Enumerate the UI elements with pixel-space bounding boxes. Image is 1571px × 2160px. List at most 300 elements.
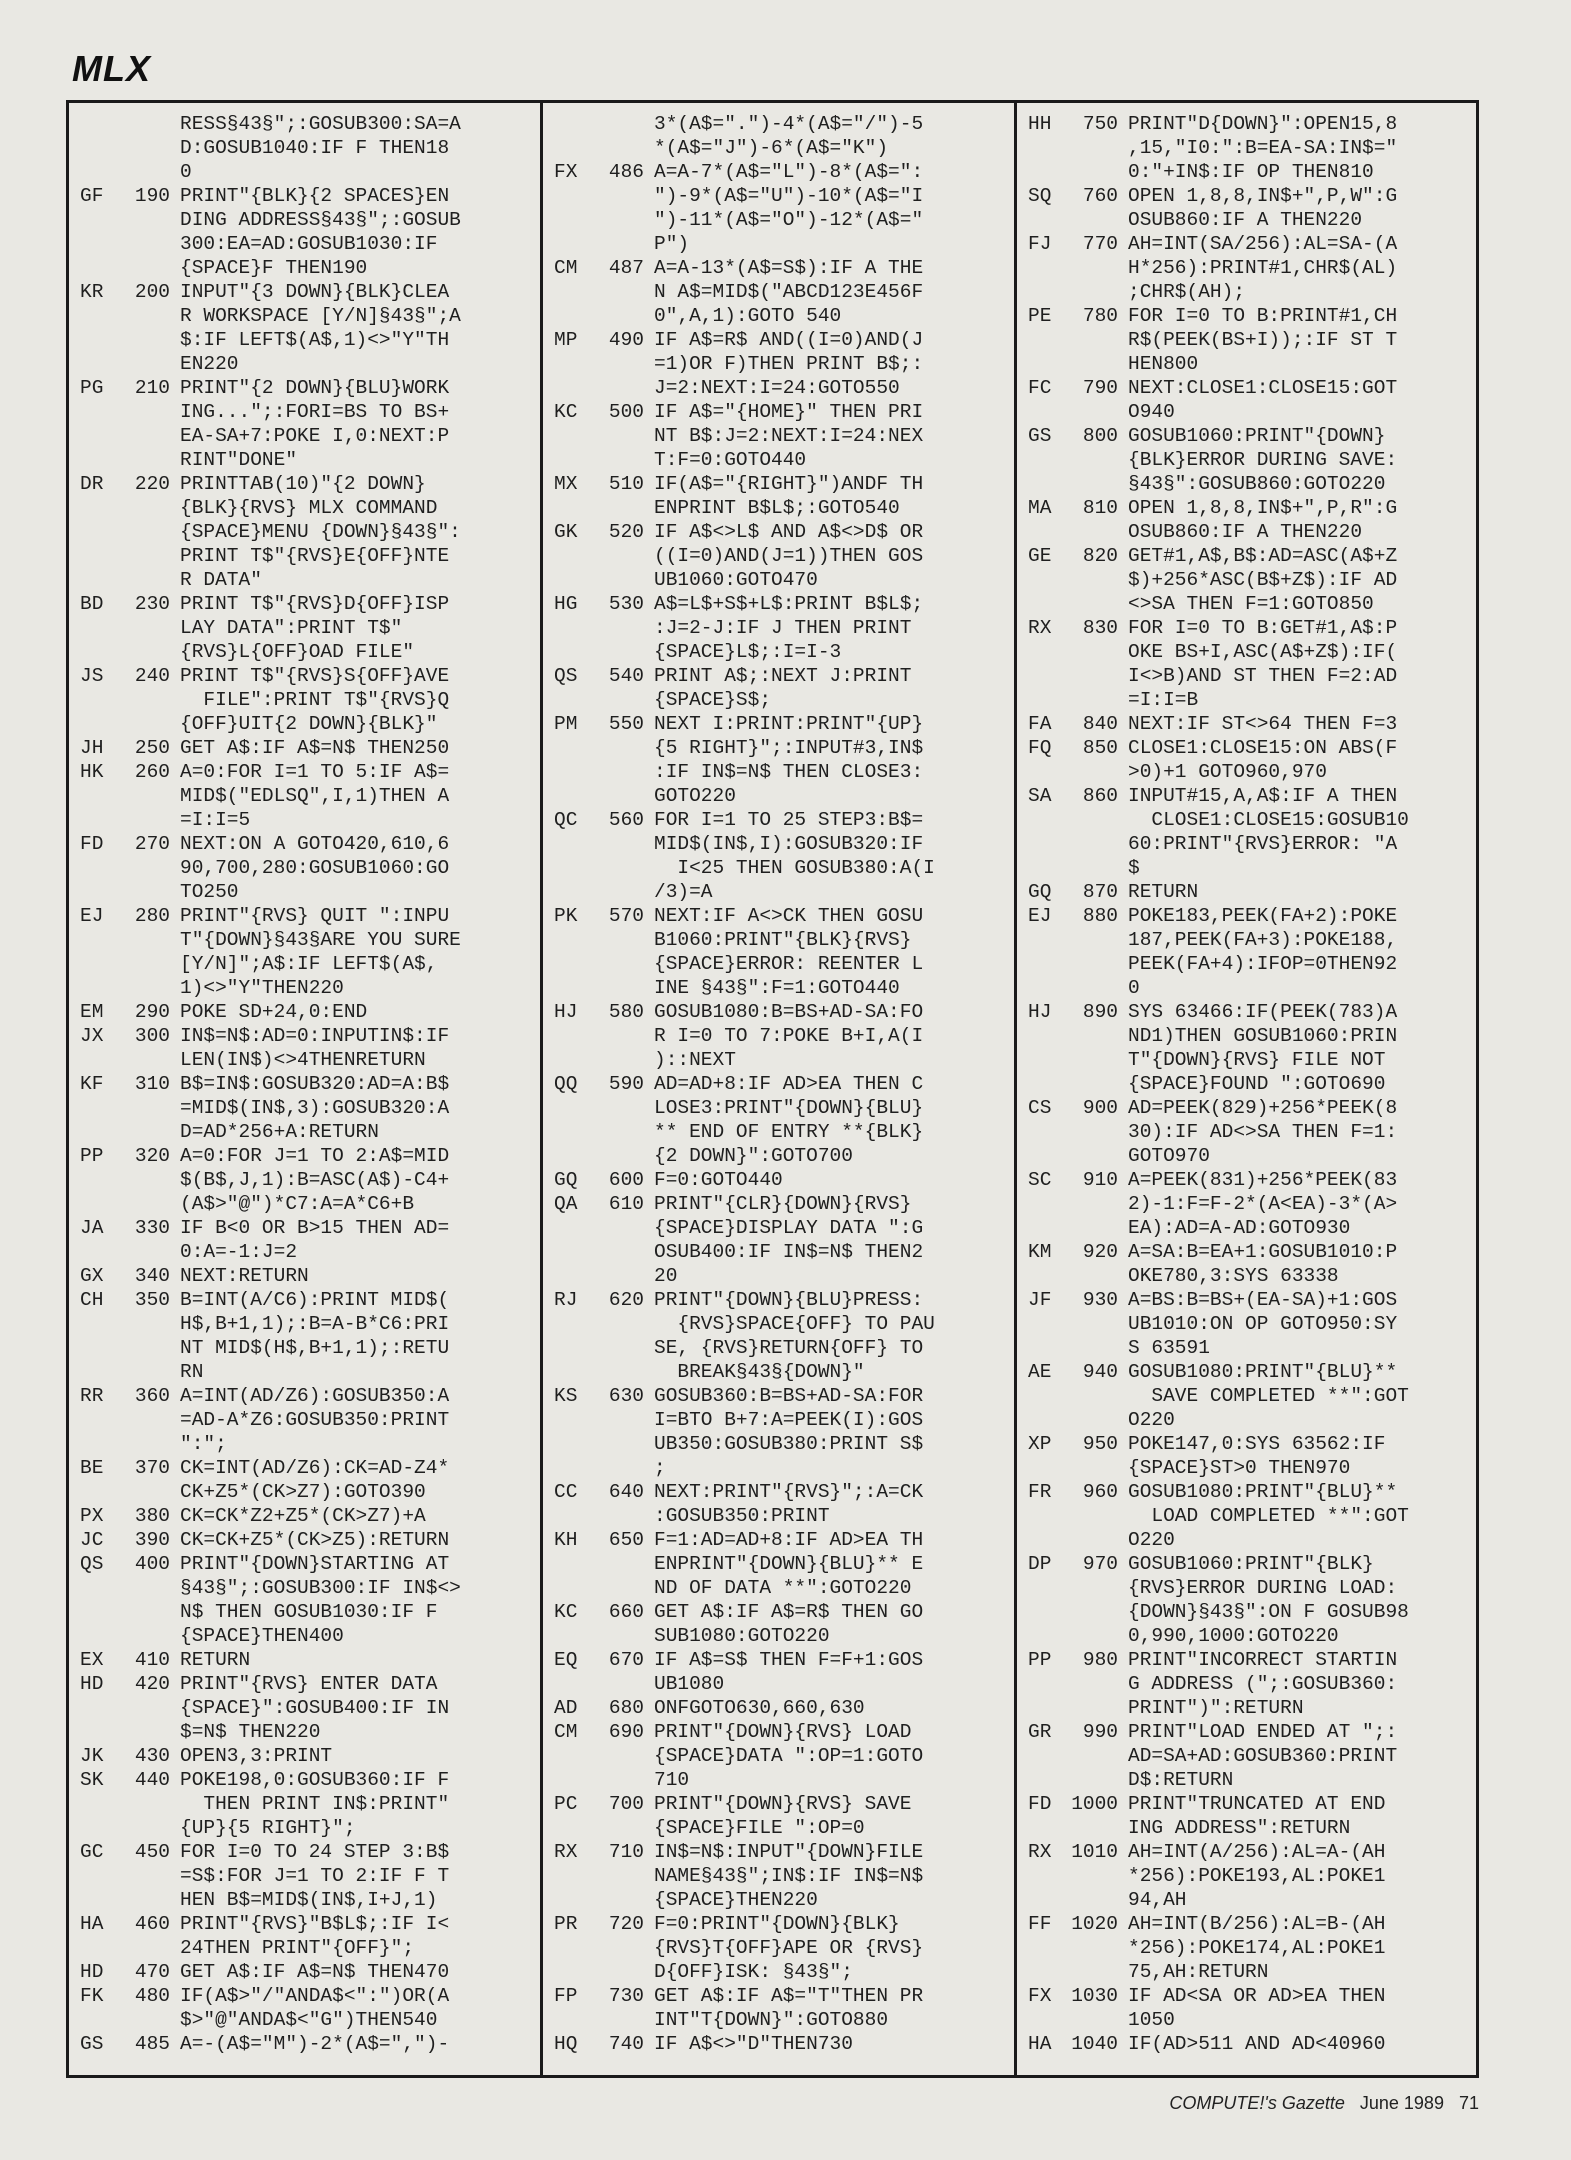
checksum-code: FD — [80, 833, 104, 855]
checksum-code: GF — [80, 185, 104, 207]
listing-line — [1028, 784, 1409, 880]
checksum-code: JK — [80, 1745, 104, 1767]
checksum-code: DP — [1028, 1553, 1052, 1575]
listing-line — [80, 184, 461, 280]
listing-line — [80, 592, 461, 664]
basic-code-text: AH=INT(A/256):AL=A-(AH *256):POKE193,AL:POKE1 94,AH — [1128, 1841, 1386, 1911]
listing-line — [554, 112, 935, 160]
line-number: 660 — [608, 1601, 644, 1623]
checksum-code: KH — [554, 1529, 578, 1551]
basic-code-text: B$=IN$:GOSUB320:AD=A:B$ =MID$(IN$,3):GOSUB320:A D=AD*256+A:RETURN — [180, 1073, 450, 1143]
line-number: 340 — [134, 1265, 170, 1287]
line-number: 940 — [1082, 1361, 1118, 1383]
listing-line — [554, 1168, 935, 1192]
checksum-code: MA — [1028, 497, 1052, 519]
listing-line — [554, 1072, 935, 1168]
line-number: 780 — [1082, 305, 1118, 327]
line-number: 710 — [608, 1841, 644, 1863]
basic-code-text: A=A-13*(A$=S$):IF A THE N A$=MID$("ABCD123E456F 0",A,1):GOTO 540 — [654, 257, 924, 327]
listing-line — [1028, 904, 1409, 1000]
listing-line — [554, 1288, 935, 1384]
listing-line — [80, 280, 461, 376]
line-number: 570 — [608, 905, 644, 927]
listing-line — [80, 1768, 461, 1840]
basic-code-text: NEXT:IF ST<>64 THEN F=3 — [1128, 713, 1398, 735]
checksum-code: HD — [80, 1961, 104, 1983]
checksum-code: RX — [1028, 617, 1052, 639]
checksum-code: CS — [1028, 1097, 1052, 1119]
listing-line — [80, 376, 461, 472]
listing-line — [1028, 1288, 1409, 1360]
checksum-code: EM — [80, 1001, 104, 1023]
basic-code-text: A$=L$+S$+L$:PRINT B$L$; :J=2-J:IF J THEN PRINT {SPACE}L$;:I=I-3 — [654, 593, 924, 663]
basic-code-text: IF(AD>511 AND AD<40960 — [1128, 2033, 1386, 2055]
checksum-code: FJ — [1028, 233, 1052, 255]
basic-code-text: PRINT"{RVS} QUIT ":INPU T"{DOWN}§43§ARE YOU SURE [Y/N]";A$:IF LEFT$(A$, 1)<>"Y"THEN220 — [180, 905, 461, 999]
basic-code-text: CK=CK+Z5*(CK>Z5):RETURN — [180, 1529, 450, 1551]
basic-code-text: IF A$="{HOME}" THEN PRI NT B$:J=2:NEXT:I=24:NEX T:F=0:GOTO440 — [654, 401, 924, 471]
listing-line — [1028, 424, 1409, 496]
checksum-code: EQ — [554, 1649, 578, 1671]
listing-line — [80, 1960, 461, 1984]
checksum-code: GS — [1028, 425, 1052, 447]
listing-line — [554, 904, 935, 1000]
listing-line — [1028, 1000, 1409, 1096]
checksum-code: JX — [80, 1025, 104, 1047]
basic-code-text: NEXT:CLOSE1:CLOSE15:GOT O940 — [1128, 377, 1398, 423]
checksum-code: SA — [1028, 785, 1052, 807]
line-number: 450 — [134, 1841, 170, 1863]
line-number: 500 — [608, 401, 644, 423]
line-number: 487 — [608, 257, 644, 279]
listing-line — [554, 808, 935, 904]
listing-line — [80, 2032, 461, 2056]
listing-line — [1028, 1240, 1409, 1288]
basic-code-text: GOSUB1080:B=BS+AD-SA:FO R I=0 TO 7:POKE B+I,A(I )::NEXT — [654, 1001, 924, 1071]
listing-line — [80, 1072, 461, 1144]
basic-code-text: GET A$:IF A$="T"THEN PR INT"T{DOWN}":GOTO880 — [654, 1985, 924, 2031]
listing-line — [1028, 1840, 1409, 1912]
line-number: 670 — [608, 1649, 644, 1671]
line-number: 190 — [134, 185, 170, 207]
line-number: 410 — [134, 1649, 170, 1671]
listing-line — [1028, 232, 1409, 304]
listing-line — [80, 472, 461, 592]
checksum-code: KR — [80, 281, 104, 303]
basic-code-text: POKE183,PEEK(FA+2):POKE 187,PEEK(FA+3):POKE188, PEEK(FA+4):IFOP=0THEN92 0 — [1128, 905, 1398, 999]
basic-code-text: CK=CK*Z2+Z5*(CK>Z7)+A — [180, 1505, 426, 1527]
basic-code-text: RESS§43§";:GOSUB300:SA=A D:GOSUB1040:IF F THEN18 0 — [180, 113, 461, 183]
checksum-code: GE — [1028, 545, 1052, 567]
checksum-code: XP — [1028, 1433, 1052, 1455]
basic-code-text: A=SA:B=EA+1:GOSUB1010:P OKE780,3:SYS 63338 — [1128, 1241, 1398, 1287]
listing-line — [554, 328, 935, 400]
basic-code-text: IF(A$="{RIGHT}")ANDF TH ENPRINT B$L$;:GOTO540 — [654, 473, 924, 519]
listing-line — [80, 1288, 461, 1384]
checksum-code: PK — [554, 905, 578, 927]
checksum-code: KM — [1028, 1241, 1052, 1263]
checksum-code: JC — [80, 1529, 104, 1551]
listing-line — [80, 1216, 461, 1264]
basic-code-text: IF A$=R$ AND((I=0)AND(J =1)OR F)THEN PRINT B$;: J=2:NEXT:I=24:GOTO550 — [654, 329, 924, 399]
basic-code-text: PRINT"{RVS} ENTER DATA {SPACE}":GOSUB400:IF IN $=N$ THEN220 — [180, 1673, 450, 1743]
listing-line — [554, 520, 935, 592]
line-number: 1040 — [1071, 2033, 1118, 2055]
basic-code-text: GET#1,A$,B$:AD=ASC(A$+Z $)+256*ASC(B$+Z$):IF AD <>SA THEN F=1:GOTO850 — [1128, 545, 1398, 615]
basic-code-text: GOSUB360:B=BS+AD-SA:FOR I=BTO B+7:A=PEEK(I):GOS UB350:GOSUB380:PRINT S$ ; — [654, 1385, 924, 1479]
listing-line — [554, 1480, 935, 1528]
line-number: 720 — [608, 1913, 644, 1935]
line-number: 230 — [134, 593, 170, 615]
checksum-code: FF — [1028, 1913, 1052, 1935]
listing-line — [1028, 1648, 1409, 1720]
checksum-code: QS — [80, 1553, 104, 1575]
line-number: 890 — [1082, 1001, 1118, 1023]
basic-code-text: IF A$<>"D"THEN730 — [654, 2033, 853, 2055]
line-number: 610 — [608, 1193, 644, 1215]
basic-code-text: IN$=N$:AD=0:INPUTIN$:IF LEN(IN$)<>4THENRETURN — [180, 1025, 450, 1071]
basic-code-text: F=1:AD=AD+8:IF AD>EA TH ENPRINT"{DOWN}{BLU}** E ND OF DATA **":GOTO220 — [654, 1529, 924, 1599]
line-number: 200 — [134, 281, 170, 303]
checksum-code: GX — [80, 1265, 104, 1287]
basic-code-text: OPEN 1,8,8,IN$+",P,W":G OSUB860:IF A THEN220 — [1128, 185, 1398, 231]
listing-line — [80, 1528, 461, 1552]
basic-code-text: PRINT"{CLR}{DOWN}{RVS} {SPACE}DISPLAY DATA ":G OSUB400:IF IN$=N$ THEN2 20 — [654, 1193, 924, 1287]
basic-code-text: CK=INT(AD/Z6):CK=AD-Z4* CK+Z5*(CK>Z7):GOTO390 — [180, 1457, 450, 1503]
line-number: 560 — [608, 809, 644, 831]
section-header: MLX — [72, 48, 151, 89]
listing-line — [1028, 1912, 1409, 1984]
basic-code-text: GET A$:IF A$=N$ THEN470 — [180, 1961, 450, 1983]
checksum-code: MX — [554, 473, 578, 495]
listing-line — [1028, 1360, 1409, 1432]
basic-code-text: PRINT"{DOWN}{RVS} SAVE {SPACE}FILE ":OP=0 — [654, 1793, 912, 1839]
checksum-code: FX — [554, 161, 578, 183]
listing-line — [1028, 1096, 1409, 1168]
basic-code-text: POKE198,0:GOSUB360:IF F THEN PRINT IN$:PRINT" {UP}{5 RIGHT}"; — [180, 1769, 450, 1839]
listing-line — [554, 1192, 935, 1288]
column-divider — [1014, 100, 1017, 2078]
checksum-code: KS — [554, 1385, 578, 1407]
listing-line — [80, 664, 461, 736]
basic-code-text: RETURN — [180, 1649, 251, 1671]
line-number: 960 — [1082, 1481, 1118, 1503]
basic-code-text: PRINT"{BLK}{2 SPACES}EN DING ADDRESS§43§";:GOSUB 300:EA=AD:GOSUB1030:IF {SPACE}F THEN190 — [180, 185, 461, 279]
listing-line — [80, 1672, 461, 1744]
basic-code-text: SYS 63466:IF(PEEK(783)A ND1)THEN GOSUB1060:PRIN T"{DOWN}{RVS} FILE NOT {SPACE}FOUND ":GOTO690 — [1128, 1001, 1398, 1095]
listing-line — [1028, 1552, 1409, 1648]
line-number: 840 — [1082, 713, 1118, 735]
checksum-code: HA — [1028, 2033, 1052, 2055]
listing-line — [554, 1528, 935, 1600]
listing-column-1 — [80, 112, 461, 2056]
line-number: 290 — [134, 1001, 170, 1023]
basic-code-text: PRINTTAB(10)"{2 DOWN} {BLK}{RVS} MLX COMMAND {SPACE}MENU {DOWN}§43§": PRINT T$"{RVS}E{OFF}NTE R DATA" — [180, 473, 461, 591]
line-number: 860 — [1082, 785, 1118, 807]
checksum-code: PR — [554, 1913, 578, 1935]
checksum-code: QQ — [554, 1073, 578, 1095]
listing-line — [80, 1000, 461, 1024]
basic-code-text: FOR I=0 TO 24 STEP 3:B$ =S$:FOR J=1 TO 2:IF F T HEN B$=MID$(IN$,I+J,1) — [180, 1841, 450, 1911]
listing-line — [554, 472, 935, 520]
line-number: 750 — [1082, 113, 1118, 135]
checksum-code: PP — [1028, 1649, 1052, 1671]
listing-line — [554, 2032, 935, 2056]
checksum-code: QS — [554, 665, 578, 687]
line-number: 590 — [608, 1073, 644, 1095]
listing-line — [1028, 1480, 1409, 1552]
line-number: 510 — [608, 473, 644, 495]
line-number: 390 — [134, 1529, 170, 1551]
listing-line — [1028, 544, 1409, 616]
checksum-code: RR — [80, 1385, 104, 1407]
line-number: 1000 — [1071, 1793, 1118, 1815]
listing-line — [554, 1000, 935, 1072]
basic-code-text: PRINT"{DOWN}{BLU}PRESS: {RVS}SPACE{OFF} TO PAU SE, {RVS}RETURN{OFF} TO BREAK§43§{DOWN}" — [654, 1289, 935, 1383]
line-number: 1020 — [1071, 1913, 1118, 1935]
line-number: 220 — [134, 473, 170, 495]
line-number: 810 — [1082, 497, 1118, 519]
basic-code-text: PRINT T$"{RVS}S{OFF}AVE FILE":PRINT T$"{RVS}Q {OFF}UIT{2 DOWN}{BLK}" — [180, 665, 450, 735]
checksum-code: HG — [554, 593, 578, 615]
basic-code-text: PRINT"TRUNCATED AT END ING ADDRESS":RETURN — [1128, 1793, 1386, 1839]
checksum-code: CC — [554, 1481, 578, 1503]
listing-line — [554, 1912, 935, 1984]
listing-line — [554, 592, 935, 664]
basic-code-text: INPUT"{3 DOWN}{BLK}CLEA R WORKSPACE [Y/N]§43§";A $:IF LEFT$(A$,1)<>"Y"TH EN220 — [180, 281, 461, 375]
basic-code-text: NEXT:RETURN — [180, 1265, 309, 1287]
listing-line — [80, 1552, 461, 1648]
listing-line — [554, 1696, 935, 1720]
basic-code-text: GOSUB1060:PRINT"{BLK} {RVS}ERROR DURING LOAD: {DOWN}§43§":ON F GOSUB98 0,990,1000:GOTO220 — [1128, 1553, 1409, 1647]
page-number: 71 — [1458, 2093, 1479, 2113]
line-number: 730 — [608, 1985, 644, 2007]
checksum-code: EJ — [80, 905, 104, 927]
listing-line — [554, 400, 935, 472]
line-number: 970 — [1082, 1553, 1118, 1575]
listing-line — [80, 1744, 461, 1768]
checksum-code: PM — [554, 713, 578, 735]
basic-code-text: IF AD<SA OR AD>EA THEN 1050 — [1128, 1985, 1386, 2031]
checksum-code: CM — [554, 1721, 578, 1743]
line-number: 550 — [608, 713, 644, 735]
line-number: 870 — [1082, 881, 1118, 903]
listing-line — [1028, 736, 1409, 784]
listing-line — [554, 1984, 935, 2032]
listing-line — [1028, 1984, 1409, 2032]
listing-line — [554, 1384, 935, 1480]
checksum-code: GK — [554, 521, 578, 543]
line-number: 210 — [134, 377, 170, 399]
listing-line — [80, 1144, 461, 1216]
line-number: 820 — [1082, 545, 1118, 567]
listing-line — [80, 1024, 461, 1072]
line-number: 580 — [608, 1001, 644, 1023]
checksum-code: MP — [554, 329, 578, 351]
line-number: 540 — [608, 665, 644, 687]
checksum-code: PX — [80, 1505, 104, 1527]
line-number: 240 — [134, 665, 170, 687]
checksum-code: JF — [1028, 1289, 1052, 1311]
basic-code-text: A=-(A$="M")-2*(A$=",")- — [180, 2033, 450, 2055]
checksum-code: FD — [1028, 1793, 1052, 1815]
checksum-code: FP — [554, 1985, 578, 2007]
line-number: 990 — [1082, 1721, 1118, 1743]
basic-code-text: A=INT(AD/Z6):GOSUB350:A =AD-A*Z6:GOSUB350:PRINT ":"; — [180, 1385, 450, 1455]
listing-line — [80, 1840, 461, 1912]
basic-code-text: IF(A$>"/"ANDA$<":")OR(A $>"@"ANDA$<"G")THEN540 — [180, 1985, 450, 2031]
line-number: 920 — [1082, 1241, 1118, 1263]
line-number: 640 — [608, 1481, 644, 1503]
listing-line — [1028, 1168, 1409, 1240]
line-number: 910 — [1082, 1169, 1118, 1191]
basic-code-text: PRINT"{DOWN}STARTING AT §43§";:GOSUB300:IF IN$<> N$ THEN GOSUB1030:IF F {SPACE}THEN400 — [180, 1553, 461, 1647]
checksum-code: BD — [80, 593, 104, 615]
listing-line — [80, 1504, 461, 1528]
line-number: 900 — [1082, 1097, 1118, 1119]
line-number: 490 — [608, 329, 644, 351]
basic-code-text: AD=PEEK(829)+256*PEEK(8 30):IF AD<>SA THEN F=1: GOTO970 — [1128, 1097, 1398, 1167]
basic-code-text: PRINT T$"{RVS}D{OFF}ISP LAY DATA":PRINT T$" {RVS}L{OFF}OAD FILE" — [180, 593, 450, 663]
basic-code-text: GOSUB1080:PRINT"{BLU}** LOAD COMPLETED **":GOT O220 — [1128, 1481, 1409, 1551]
basic-code-text: IF B<0 OR B>15 THEN AD= 0:A=-1:J=2 — [180, 1217, 450, 1263]
basic-code-text: NEXT:PRINT"{RVS}";:A=CK :GOSUB350:PRINT — [654, 1481, 924, 1527]
checksum-code: KC — [554, 1601, 578, 1623]
basic-code-text: OPEN 1,8,8,IN$+",P,R":G OSUB860:IF A THEN220 — [1128, 497, 1398, 543]
basic-code-text: F=0:PRINT"{DOWN}{BLK} {RVS}T{OFF}APE OR {RVS} D{OFF}ISK: §43§"; — [654, 1913, 924, 1983]
basic-code-text: A=PEEK(831)+256*PEEK(83 2)-1:F=F-2*(A<EA)-3*(A> EA):AD=A-AD:GOTO930 — [1128, 1169, 1398, 1239]
line-number: 800 — [1082, 425, 1118, 447]
basic-code-text: CLOSE1:CLOSE15:ON ABS(F >0)+1 GOTO960,970 — [1128, 737, 1398, 783]
basic-code-text: PRINT A$;:NEXT J:PRINT {SPACE}S$; — [654, 665, 912, 711]
basic-code-text: NEXT:ON A GOTO420,610,6 90,700,280:GOSUB1060:GO TO250 — [180, 833, 450, 903]
listing-line — [554, 1720, 935, 1792]
checksum-code: RX — [554, 1841, 578, 1863]
line-number: 690 — [608, 1721, 644, 1743]
basic-code-text: PRINT"{2 DOWN}{BLU}WORK ING...";:FORI=BS TO BS+ EA-SA+7:POKE I,0:NEXT:P RINT"DONE" — [180, 377, 450, 471]
checksum-code: SC — [1028, 1169, 1052, 1191]
listing-line — [80, 760, 461, 832]
line-number: 1010 — [1071, 1841, 1118, 1863]
basic-code-text: AD=AD+8:IF AD>EA THEN C LOSE3:PRINT"{DOWN}{BLU} ** END OF ENTRY **{BLK} {2 DOWN}":GOTO700 — [654, 1073, 924, 1167]
line-number: 486 — [608, 161, 644, 183]
listing-line — [554, 1840, 935, 1912]
line-number: 980 — [1082, 1649, 1118, 1671]
basic-code-text: POKE SD+24,0:END — [180, 1001, 368, 1023]
line-number: 880 — [1082, 905, 1118, 927]
listing-column-2 — [554, 112, 935, 2056]
checksum-code: PP — [80, 1145, 104, 1167]
line-number: 630 — [608, 1385, 644, 1407]
listing-line — [554, 256, 935, 328]
line-number: 770 — [1082, 233, 1118, 255]
basic-code-text: GOSUB1060:PRINT"{DOWN} {BLK}ERROR DURING SAVE: §43§":GOSUB860:GOTO220 — [1128, 425, 1398, 495]
listing-line — [80, 904, 461, 1000]
listing-line — [554, 160, 935, 256]
line-number: 420 — [134, 1673, 170, 1695]
listing-line — [1028, 304, 1409, 376]
basic-code-text: GOSUB1080:PRINT"{BLU}** SAVE COMPLETED **":GOT O220 — [1128, 1361, 1409, 1431]
basic-code-text: IF A$<>L$ AND A$<>D$ OR ((I=0)AND(J=1))THEN GOS UB1060:GOTO470 — [654, 521, 924, 591]
basic-code-text: GET A$:IF A$=N$ THEN250 — [180, 737, 450, 759]
basic-code-text: FOR I=0 TO B:GET#1,A$:P OKE BS+I,ASC(A$+Z$):IF( I<>B)AND ST THEN F=2:AD =I:I=B — [1128, 617, 1398, 711]
checksum-code: PG — [80, 377, 104, 399]
checksum-code: AE — [1028, 1361, 1052, 1383]
basic-code-text: FOR I=1 TO 25 STEP3:B$= MID$(IN$,I):GOSUB320:IF I<25 THEN GOSUB380:A(I /3)=A — [654, 809, 935, 903]
checksum-code: HJ — [1028, 1001, 1052, 1023]
listing-column-3 — [1028, 112, 1409, 2056]
listing-line — [554, 1648, 935, 1696]
line-number: 440 — [134, 1769, 170, 1791]
line-number: 380 — [134, 1505, 170, 1527]
listing-line — [554, 1792, 935, 1840]
checksum-code: HQ — [554, 2033, 578, 2055]
checksum-code: PC — [554, 1793, 578, 1815]
basic-code-text: IF A$=S$ THEN F=F+1:GOS UB1080 — [654, 1649, 924, 1695]
checksum-code: RX — [1028, 1841, 1052, 1863]
listing-line — [80, 736, 461, 760]
checksum-code: FQ — [1028, 737, 1052, 759]
line-number: 830 — [1082, 617, 1118, 639]
basic-code-text: ONFGOTO630,660,630 — [654, 1697, 865, 1719]
line-number: 300 — [134, 1025, 170, 1047]
line-number: 400 — [134, 1553, 170, 1575]
checksum-code: HA — [80, 1913, 104, 1935]
line-number: 260 — [134, 761, 170, 783]
basic-code-text: FOR I=0 TO B:PRINT#1,CH R$(PEEK(BS+I));:IF ST T HEN800 — [1128, 305, 1398, 375]
line-number: 930 — [1082, 1289, 1118, 1311]
line-number: 360 — [134, 1385, 170, 1407]
listing-line — [80, 1384, 461, 1456]
line-number: 460 — [134, 1913, 170, 1935]
basic-code-text: PRINT"{DOWN}{RVS} LOAD {SPACE}DATA ":OP=1:GOTO 710 — [654, 1721, 924, 1791]
line-number: 520 — [608, 521, 644, 543]
checksum-code: FR — [1028, 1481, 1052, 1503]
listing-line — [1028, 880, 1409, 904]
line-number: 650 — [608, 1529, 644, 1551]
checksum-code: JH — [80, 737, 104, 759]
basic-code-text: NEXT:IF A<>CK THEN GOSU B1060:PRINT"{BLK}{RVS} {SPACE}ERROR: REENTER L INE §43§":F=1:GOTO440 — [654, 905, 924, 999]
basic-code-text: A=A-7*(A$="L")-8*(A$=": ")-9*(A$="U")-10*(A$="I ")-11*(A$="O")-12*(A$=" P") — [654, 161, 924, 255]
line-number: 350 — [134, 1289, 170, 1311]
line-number: 480 — [134, 1985, 170, 2007]
basic-code-text: AH=INT(SA/256):AL=SA-(A H*256):PRINT#1,CHR$(AL) ;CHR$(AH); — [1128, 233, 1398, 303]
line-number: 530 — [608, 593, 644, 615]
checksum-code: BE — [80, 1457, 104, 1479]
listing-line — [80, 1456, 461, 1504]
basic-code-text: NEXT I:PRINT:PRINT"{UP} {5 RIGHT}";:INPUT#3,IN$ :IF IN$=N$ THEN CLOSE3: GOTO220 — [654, 713, 924, 807]
checksum-code: GQ — [554, 1169, 578, 1191]
basic-code-text: PRINT"{RVS}"B$L$;:IF I< 24THEN PRINT"{OFF}"; — [180, 1913, 450, 1959]
listing-line — [1028, 376, 1409, 424]
checksum-code: DR — [80, 473, 104, 495]
line-number: 310 — [134, 1073, 170, 1095]
publication-name: COMPUTE!'s Gazette — [1169, 2093, 1345, 2113]
line-number: 740 — [608, 2033, 644, 2055]
listing-line — [554, 1600, 935, 1648]
line-number: 250 — [134, 737, 170, 759]
checksum-code: HH — [1028, 113, 1052, 135]
checksum-code: KF — [80, 1073, 104, 1095]
line-number: 320 — [134, 1145, 170, 1167]
basic-code-text: A=0:FOR I=1 TO 5:IF A$= MID$("EDLSQ",I,1)THEN A =I:I=5 — [180, 761, 450, 831]
basic-code-text: GET A$:IF A$=R$ THEN GO SUB1080:GOTO220 — [654, 1601, 924, 1647]
line-number: 620 — [608, 1289, 644, 1311]
line-number: 700 — [608, 1793, 644, 1815]
listing-line — [80, 832, 461, 904]
listing-line — [1028, 112, 1409, 184]
checksum-code: JS — [80, 665, 104, 687]
